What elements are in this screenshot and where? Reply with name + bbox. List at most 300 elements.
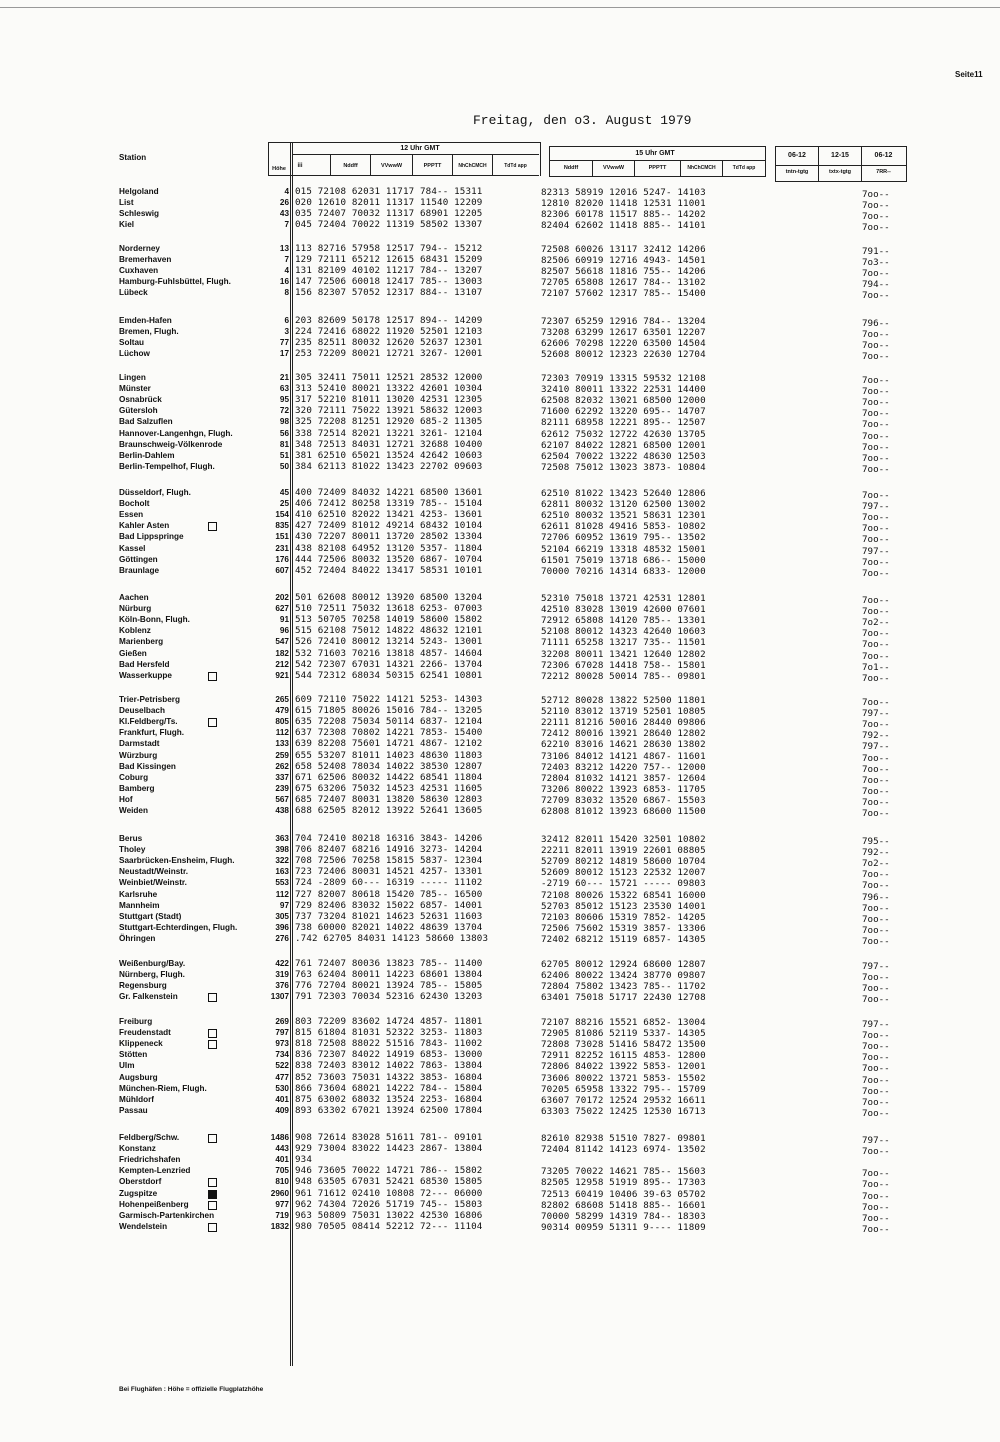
- station-label: Öhringen: [119, 933, 156, 943]
- precip-code: 7oo--: [862, 200, 890, 212]
- station-name: [119, 1016, 152, 1027]
- precip-code: 797--: [862, 961, 890, 972]
- station-name: [119, 461, 215, 472]
- station-height: 810: [275, 1177, 289, 1187]
- station-height: 98: [279, 417, 289, 427]
- station-label: Garmisch-Partenkirchen: [119, 1210, 215, 1220]
- obs-12utc-row: 961 71612 02410 10808 72--- 06000: [295, 1187, 483, 1199]
- station-label: Weißenburg/Bay.: [119, 959, 186, 968]
- station-name: [119, 705, 165, 716]
- station-label: Schleswig: [119, 209, 160, 219]
- station-name: [119, 614, 190, 625]
- station-name: [119, 900, 160, 911]
- obs-12utc-row: 020 12610 82011 11317 11540 12209: [295, 197, 483, 209]
- obs-15utc-row: 63401 75018 51717 22430 12708: [541, 992, 706, 1004]
- station-height: 522: [275, 1061, 289, 1071]
- station-label: Braunschweig-Völkenrode: [119, 439, 223, 449]
- empty-square-icon: [208, 993, 217, 1002]
- obs-12utc-row: 934: [295, 1154, 313, 1166]
- station-height: 973: [275, 1039, 289, 1049]
- empty-square-icon: [208, 718, 217, 727]
- precip-code: 7oo--: [862, 452, 890, 464]
- precip-code: 7oo--: [862, 268, 890, 280]
- station-name: [119, 265, 158, 276]
- precip-code: 7oo--: [862, 1190, 890, 1202]
- obs-15utc-row: 62510 80032 13521 58631 12301: [541, 510, 706, 522]
- obs-12utc-row: 737 73204 81021 14623 52631 11603: [295, 910, 483, 922]
- obs-15utc-row: 72303 70919 13315 59532 12108: [541, 373, 706, 384]
- obs-12utc-row: 513 50705 70258 14019 58600 15802: [295, 614, 483, 626]
- obs-15utc-row: 22211 82011 13919 22601 08805: [541, 845, 706, 857]
- obs-12utc-row: 317 52210 81011 13020 42531 12305: [295, 394, 483, 406]
- obs-12utc-row: 348 72513 84031 12721 32688 10400: [295, 438, 483, 450]
- precip-code: 7oo--: [862, 983, 890, 995]
- obs-15utc-row: 72103 80606 15319 7852- 14205: [541, 911, 706, 923]
- station-height: 553: [275, 878, 289, 888]
- obs-12utc-row: 791 72303 70034 52316 62430 13203: [295, 991, 483, 1003]
- precip-code: 795--: [862, 836, 890, 847]
- obs-12utc-row: 838 72403 83012 14022 7863- 13804: [295, 1060, 483, 1072]
- station-name: [119, 1049, 147, 1060]
- empty-square-icon: [208, 1178, 217, 1187]
- station-label: Stötten: [119, 1050, 148, 1060]
- obs-15utc-row: 72709 83032 13520 6867- 15503: [541, 794, 706, 806]
- station-label: Trier-Petrisberg: [119, 695, 180, 704]
- station-name: [119, 315, 172, 326]
- obs-12utc-row: .742 62705 84031 14123 58660 13803: [295, 932, 489, 944]
- station-label: Augsburg: [119, 1072, 158, 1082]
- station-name: [119, 625, 151, 636]
- station-name: [119, 243, 160, 254]
- obs-12utc-row: 147 72506 60018 12417 785-- 13003: [295, 276, 483, 288]
- precip-code: 792--: [862, 847, 890, 859]
- obs-12utc-row: 685 72407 80031 13820 58630 12803: [295, 793, 483, 805]
- station-label: Essen: [119, 510, 144, 520]
- precip-code: 7oo--: [862, 351, 890, 363]
- obs-12utc-row: 035 72407 70032 11317 68901 12205: [295, 208, 483, 220]
- header-divider: [775, 165, 906, 166]
- station-label: Wasserkuppe: [119, 670, 172, 680]
- station-name: [119, 794, 133, 805]
- obs-15utc-row: 72107 57602 12317 785-- 15400: [541, 288, 706, 300]
- station-height: 7: [284, 220, 289, 230]
- station-height: 4: [284, 187, 289, 196]
- obs-12utc-row: 320 72111 75022 13921 58632 12003: [295, 405, 483, 417]
- station-label: Soltau: [119, 338, 145, 348]
- iii-header: iii: [297, 163, 303, 169]
- station-label: Koblenz: [119, 626, 151, 636]
- obs-12utc-row: 729 82406 83032 15022 6857- 14001: [295, 899, 483, 911]
- precip-code: 7oo--: [862, 375, 890, 386]
- station-name: [119, 498, 149, 509]
- obs-12utc-row: 962 74304 72026 51719 745-- 15803: [295, 1198, 483, 1210]
- obs-12utc-row: 724 -2809 60--- 16319 ----- 11102: [295, 877, 483, 889]
- station-name: [119, 1143, 156, 1154]
- obs-12utc-row: 893 63302 67021 13924 62500 17804: [295, 1104, 483, 1116]
- obs-12utc-row: 688 62505 82012 13922 52641 13605: [295, 805, 483, 816]
- precip-code: 797--: [862, 545, 890, 557]
- station-label: Bad Salzuflen: [119, 417, 173, 427]
- obs-15utc-row: 72804 75802 13423 785-- 11702: [541, 981, 706, 993]
- station-height: 13: [279, 244, 289, 253]
- station-name: [119, 1176, 161, 1187]
- obs-15utc-row: 72212 80028 50014 785-- 09801: [541, 670, 706, 682]
- station-name: [119, 383, 151, 394]
- station-label: Marienberg: [119, 637, 164, 647]
- station-name: [119, 287, 148, 298]
- obs-15utc-row: -2719 60--- 15721 ----- 09803: [541, 878, 706, 890]
- precip-code: 7oo--: [862, 386, 890, 398]
- obs-12utc-row: 532 71603 70216 13818 4857- 14604: [295, 647, 483, 659]
- obs-12utc-row: 235 82511 80032 12620 52637 12301: [295, 337, 483, 349]
- header-vline: [292, 142, 293, 176]
- precip-code: 7oo--: [862, 329, 890, 341]
- obs-12utc-row: 763 62404 80011 14223 68601 13804: [295, 969, 483, 981]
- station-label: Gr. Falkenstein: [119, 992, 178, 1002]
- precip-code: 7oo--: [862, 430, 890, 442]
- obs-12utc-row: 723 72406 80031 14521 4257- 13301: [295, 866, 483, 878]
- station-label: Aachen: [119, 593, 149, 602]
- station-name: [119, 889, 157, 900]
- precip-code: 797--: [862, 1135, 890, 1146]
- obs-15utc-row: 72905 81086 52119 5337- 14305: [541, 1028, 706, 1040]
- obs-12utc-row: 544 72312 68034 50315 62541 10801: [295, 669, 483, 681]
- station-label: Saarbrücken-Ensheim, Flugh.: [119, 856, 235, 866]
- obs-15utc-row: 82610 82938 51510 7827- 09801: [541, 1133, 706, 1144]
- station-name: [119, 509, 143, 520]
- obs-15utc-row: 62606 70298 12220 63500 14504: [541, 338, 706, 350]
- station-name: [119, 1038, 163, 1049]
- precip-code: 7oo--: [862, 567, 890, 579]
- obs-15utc-row: 63303 75022 12425 12530 16713: [541, 1105, 706, 1117]
- obs-15utc-row: 72508 60026 13117 32412 14206: [541, 244, 706, 255]
- obs-15utc-row: 62210 83016 14621 28630 13802: [541, 739, 706, 751]
- obs-15utc-row: 62612 75032 12722 42630 13705: [541, 428, 706, 440]
- time12-header: 12 Uhr GMT: [400, 145, 440, 152]
- precip-code: 7oo--: [862, 639, 890, 651]
- station-height: 231: [275, 543, 289, 553]
- obs-15utc-row: 52609 80012 15123 22532 12007: [541, 867, 706, 879]
- station-height: 7: [284, 255, 289, 265]
- obs-15utc-row: 32410 80011 13322 22531 14400: [541, 384, 706, 396]
- range3-header: 06-12: [874, 152, 893, 159]
- station-name: [119, 592, 149, 603]
- station-name: [119, 866, 188, 877]
- station-label: Freudenstadt: [119, 1028, 171, 1038]
- station-label: Norderney: [119, 244, 160, 253]
- station-height: 305: [275, 911, 289, 921]
- station-label: Lingen: [119, 373, 146, 382]
- station-height: 547: [275, 637, 289, 647]
- nh-header-12: NhChCMCH: [458, 163, 487, 169]
- precip-code: 7oo--: [862, 763, 890, 775]
- precip-code: 7oo--: [862, 1085, 890, 1097]
- precip-code: 7oo--: [862, 785, 890, 797]
- range1-header: 06-12: [788, 152, 806, 159]
- station-label: Bad Lippspringe: [119, 532, 184, 542]
- station-height: 8: [284, 288, 289, 298]
- precip-code: 7oo--: [862, 774, 890, 786]
- station-label: Gießen: [119, 648, 147, 658]
- obs-15utc-row: 63607 70172 12524 29532 16611: [541, 1094, 706, 1106]
- station-label: Göttingen: [119, 554, 158, 564]
- obs-15utc-row: 72306 67028 14418 758-- 15801: [541, 659, 706, 671]
- station-name: [119, 208, 159, 219]
- station-name: [119, 543, 145, 554]
- station-name: [119, 1199, 189, 1210]
- station-label: Hohenpeißenberg: [119, 1199, 189, 1209]
- obs-12utc-row: 444 72506 80032 13520 6867- 10704: [295, 553, 483, 565]
- obs-15utc-row: 82111 68958 12221 895-- 12507: [541, 417, 706, 429]
- obs-12utc-row: 708 72506 70258 15815 5837- 12304: [295, 855, 483, 867]
- precip-code: 7oo--: [862, 752, 890, 764]
- obs-15utc-row: 73606 80022 13721 5853- 15502: [541, 1072, 706, 1084]
- obs-15utc-row: 72307 65259 12916 784-- 13204: [541, 316, 706, 327]
- obs-12utc-row: 727 82007 80618 15420 785-- 16500: [295, 888, 483, 900]
- obs-15utc-row: 71600 62292 13220 695-- 14707: [541, 406, 706, 418]
- station-name: [119, 636, 163, 647]
- hoehe-header: Höhe: [272, 166, 286, 172]
- station-label: Münster: [119, 384, 151, 394]
- precip-code: 7oo--: [862, 1223, 890, 1235]
- empty-square-icon: [208, 522, 217, 531]
- precip-code: 7oo--: [862, 1168, 890, 1180]
- obs-15utc-row: 73205 70022 14621 785-- 15603: [541, 1166, 706, 1178]
- station-height: 133: [275, 739, 289, 749]
- obs-12utc-row: 671 62506 80032 14422 68541 11804: [295, 771, 483, 783]
- range3-sub: 7RR--: [876, 169, 891, 175]
- precip-code: 7oo--: [862, 441, 890, 453]
- precip-code: 7o2--: [862, 858, 890, 870]
- station-name: [119, 1210, 214, 1221]
- station-name: [119, 933, 155, 944]
- pppt-header-15: PPPTT: [648, 165, 667, 171]
- precip-code: 7oo--: [862, 490, 890, 501]
- station-height: 705: [275, 1166, 289, 1176]
- precip-code: 7o3--: [862, 257, 890, 269]
- station-height: 401: [275, 1094, 289, 1104]
- station-name: [119, 1094, 154, 1105]
- station-label: Würzburg: [119, 750, 158, 760]
- station-height: 1307: [270, 992, 289, 1002]
- precip-code: 7oo--: [862, 534, 890, 546]
- obs-12utc-row: 818 72508 88022 51516 7843- 11002: [295, 1038, 483, 1050]
- obs-12utc-row: 452 72404 84022 13417 58531 10101: [295, 564, 483, 576]
- station-height: 398: [275, 845, 289, 855]
- obs-15utc-row: 32208 80011 13421 12640 12802: [541, 648, 706, 660]
- station-height: 3: [284, 327, 289, 337]
- obs-12utc-row: 803 72209 83602 14724 4857- 11801: [295, 1016, 483, 1027]
- station-name: [119, 991, 178, 1002]
- hoehe-column-line: [290, 176, 291, 1366]
- obs-12utc-row: 706 82407 68216 14916 3273- 14204: [295, 844, 483, 856]
- station-name: [119, 750, 157, 761]
- obs-12utc-row: 430 72207 80011 13720 28502 13304: [295, 531, 483, 543]
- station-height: 1832: [270, 1221, 289, 1231]
- empty-square-icon: [208, 1201, 217, 1210]
- obs-15utc-row: 62508 82032 13021 68500 12000: [541, 395, 706, 407]
- header-divider: [268, 175, 290, 176]
- station-label: Karlsruhe: [119, 889, 158, 899]
- station-name: [119, 1027, 171, 1038]
- precip-code: 794--: [862, 279, 890, 291]
- top-edge-line: [0, 7, 1000, 8]
- obs-12utc-row: 609 72110 75022 14121 5253- 14303: [295, 694, 483, 705]
- precip-code: 7oo--: [862, 189, 890, 200]
- station-name: [119, 416, 173, 427]
- obs-15utc-row: 62705 80012 12924 68600 12807: [541, 959, 706, 970]
- station-label: Friedrichshafen: [119, 1155, 181, 1165]
- station-name: [119, 833, 142, 844]
- obs-12utc-row: 946 73605 70022 14721 786-- 15802: [295, 1165, 483, 1177]
- precip-code: 7oo--: [862, 340, 890, 352]
- precip-code: 797--: [862, 741, 890, 753]
- obs-12utc-row: 338 72514 82021 13221 3261- 12104: [295, 427, 483, 439]
- precip-code: 7oo--: [862, 1107, 890, 1119]
- station-name: [119, 520, 169, 531]
- station-height: 567: [275, 794, 289, 804]
- station-label: Darmstadt: [119, 739, 160, 749]
- station-name: [119, 603, 151, 614]
- obs-12utc-row: 224 72416 68022 11920 52501 12103: [295, 326, 483, 338]
- station-name: [119, 254, 171, 265]
- station-label: Bremerhaven: [119, 255, 172, 265]
- station-height: 43: [279, 209, 289, 219]
- precip-code: 7oo--: [862, 1052, 890, 1064]
- precip-code: 7o1--: [862, 661, 890, 673]
- precip-code: 7oo--: [862, 1063, 890, 1075]
- station-name: [119, 1165, 190, 1176]
- station-label: Bad Hersfeld: [119, 659, 170, 669]
- station-height: 363: [275, 834, 289, 843]
- obs-15utc-row: 62107 84022 12821 68500 12001: [541, 439, 706, 451]
- obs-15utc-row: 62808 81012 13923 68600 11500: [541, 806, 706, 817]
- obs-12utc-row: 156 82307 57052 12317 884-- 13107: [295, 287, 483, 299]
- footnote: Bei Flughäfen : Höhe = offizielle Flugplatzhöhe: [119, 1386, 264, 1393]
- station-label: Passau: [119, 1105, 148, 1115]
- station-height: 805: [275, 717, 289, 727]
- precip-code: 797--: [862, 501, 890, 513]
- station-height: 322: [275, 856, 289, 866]
- station-name: [119, 186, 159, 197]
- station-height: 627: [275, 604, 289, 614]
- precip-code: 7oo--: [862, 672, 890, 684]
- header-divider: [290, 175, 539, 176]
- station-label: Köln-Bonn, Flugh.: [119, 615, 190, 625]
- report-date: Freitag, den o3. August 1979: [473, 113, 692, 128]
- obs-12utc-row: 313 52410 80021 13322 42601 10304: [295, 383, 483, 395]
- obs-12utc-row: 381 62510 65021 13524 42642 10603: [295, 449, 483, 461]
- obs-15utc-row: 72912 65808 14120 785-- 13301: [541, 615, 706, 627]
- station-label: Hof: [119, 794, 133, 804]
- precip-code: 797--: [862, 1019, 890, 1030]
- obs-12utc-row: 526 72410 80012 13214 5243- 13001: [295, 636, 483, 648]
- station-name: [119, 761, 176, 772]
- precip-code: 7oo--: [862, 913, 890, 925]
- station-height: 50: [279, 461, 289, 471]
- station-name: [119, 326, 179, 337]
- station-name: [119, 1060, 134, 1071]
- obs-15utc-row: 82306 60178 11517 885-- 14202: [541, 209, 706, 221]
- station-label: Helgoland: [119, 187, 159, 196]
- station-height: 530: [275, 1083, 289, 1093]
- station-height: 51: [279, 450, 289, 460]
- station-height: 96: [279, 626, 289, 636]
- station-label: Deuselbach: [119, 706, 165, 716]
- precip-code: 7oo--: [862, 880, 890, 892]
- station-height: 977: [275, 1199, 289, 1209]
- nh-header-15: NhChCMCH: [687, 165, 716, 171]
- range2-sub: txtx-tgtg: [829, 169, 851, 175]
- station-label: Mannheim: [119, 900, 160, 910]
- station-label: Bocholt: [119, 499, 150, 509]
- obs-15utc-row: 70000 70216 14314 6833- 12000: [541, 565, 706, 577]
- precip-code: 7oo--: [862, 1074, 890, 1086]
- pppt-header-12: PPPTT: [423, 163, 442, 169]
- station-height: 422: [275, 959, 289, 968]
- station-height: 182: [275, 648, 289, 658]
- station-label: Hamburg-Fuhlsbüttel, Flugh.: [119, 277, 231, 287]
- precip-code: 7oo--: [862, 808, 890, 819]
- station-label: Weiden: [119, 806, 148, 815]
- station-height: 163: [275, 867, 289, 877]
- obs-15utc-row: 73208 63299 12617 63501 12207: [541, 327, 706, 339]
- page-number: Seite11: [955, 70, 983, 79]
- station-name: [119, 372, 146, 383]
- station-height: 77: [279, 338, 289, 348]
- time15-header: 15 Uhr GMT: [635, 150, 675, 157]
- precip-code: 7oo--: [862, 1201, 890, 1213]
- station-height: 319: [275, 970, 289, 980]
- obs-12utc-row: 113 82716 57958 12517 794-- 15212: [295, 243, 483, 254]
- station-height: 443: [275, 1144, 289, 1154]
- obs-12utc-row: 836 72307 84022 14919 6853- 13000: [295, 1049, 483, 1061]
- station-name: [119, 405, 158, 416]
- precip-code: 7oo--: [862, 972, 890, 984]
- station-label: Mühldorf: [119, 1094, 155, 1104]
- station-name: [119, 554, 158, 565]
- station-height: 438: [275, 806, 289, 815]
- station-height: 45: [279, 488, 289, 497]
- obs-12utc-row: 704 72410 80218 16316 3843- 14206: [295, 833, 483, 844]
- station-label: Hannover-Langenhgn, Flugh.: [119, 428, 233, 438]
- obs-12utc-row: 325 72208 81251 12920 685-2 11305: [295, 416, 483, 428]
- obs-15utc-row: 22111 81216 50016 28440 09806: [541, 717, 706, 729]
- precip-code: 7oo--: [862, 1212, 890, 1224]
- station-label: List: [119, 198, 134, 208]
- obs-12utc-row: 406 72412 80258 13319 785-- 15104: [295, 498, 483, 510]
- obs-12utc-row: 852 73603 75031 14322 3853- 16804: [295, 1071, 483, 1083]
- station-height: 112: [275, 889, 289, 899]
- station-name: [119, 487, 191, 498]
- station-name: [119, 922, 237, 933]
- obs-12utc-row: 637 72308 70802 14221 7853- 15400: [295, 727, 483, 739]
- station-name: [119, 783, 155, 794]
- station-label: München-Riem, Flugh.: [119, 1083, 207, 1093]
- station-height: 719: [275, 1210, 289, 1220]
- station-height: 269: [275, 1017, 289, 1026]
- tt-header-15: TdTd app: [732, 165, 756, 171]
- station-label: Kahler Asten: [119, 521, 170, 531]
- obs-15utc-row: 62406 80022 13424 38770 09807: [541, 970, 706, 982]
- station-name: [119, 276, 231, 287]
- station-name: [119, 565, 159, 576]
- station-name: [119, 738, 160, 749]
- obs-15utc-row: 42510 83028 13019 42600 07601: [541, 604, 706, 616]
- obs-15utc-row: 72705 65808 12617 784-- 13102: [541, 277, 706, 289]
- filled-square-icon: [208, 1190, 217, 1199]
- station-height: 17: [279, 349, 289, 359]
